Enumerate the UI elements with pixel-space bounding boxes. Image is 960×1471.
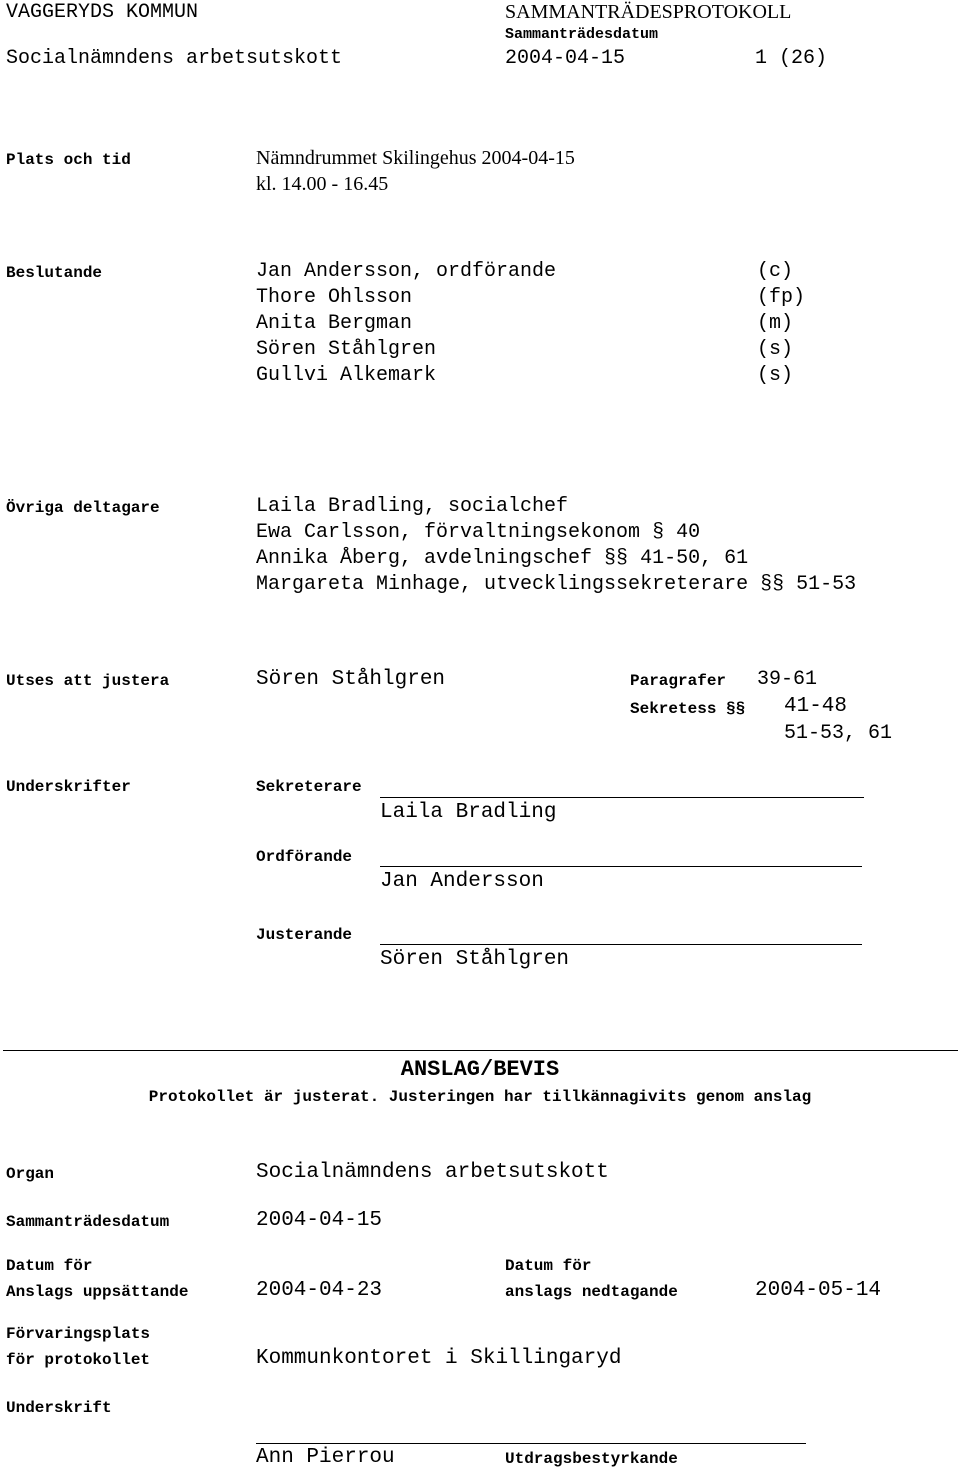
member-party: (s) (757, 338, 794, 361)
member-party: (s) (757, 364, 794, 387)
meeting-date: 2004-04-15 (505, 47, 626, 70)
participant-line: Annika Åberg, avdelningschef §§ 41-50, 61 (256, 547, 749, 570)
adjuster-sign-label: Justerande (256, 926, 353, 944)
time-line: kl. 14.00 - 16.45 (256, 173, 389, 195)
meeting-date-label: Sammanträdesdatum (505, 26, 659, 43)
chairman-name: Jan Andersson (380, 870, 544, 893)
adjuster-signature-line (380, 944, 862, 945)
storage-value: Kommunkontoret i Skillingaryd (256, 1347, 622, 1370)
removal-date-label-2: anslags nedtagande (505, 1283, 678, 1301)
section-divider (3, 1050, 958, 1051)
meeting-date-label-2: Sammanträdesdatum (6, 1213, 170, 1231)
secretary-name: Laila Bradling (380, 801, 557, 824)
chairman-signature-line (380, 866, 862, 867)
confidential-value-2: 51-53, 61 (784, 722, 893, 745)
committee-name: Socialnämndens arbetsutskott (6, 47, 343, 70)
storage-label-1: Förvaringsplats (6, 1325, 151, 1343)
confidential-label: Sekretess §§ (630, 700, 746, 718)
adjuster-sign-name: Sören Ståhlgren (380, 948, 570, 971)
member-party: (m) (757, 312, 794, 335)
organ-value: Socialnämndens arbetsutskott (256, 1161, 609, 1184)
storage-label-2: för protokollet (6, 1351, 151, 1369)
posting-date-label-1: Datum för (6, 1257, 93, 1275)
removal-date-label-1: Datum för (505, 1257, 592, 1275)
confidential-value: 41-48 (784, 695, 848, 718)
paragraphs-label: Paragrafer (630, 672, 727, 690)
chairman-label: Ordförande (256, 848, 353, 866)
document-type: SAMMANTRÄDESPROTOKOLL (505, 1, 792, 23)
signatory-name: Ann Pierrou (256, 1446, 395, 1469)
participant-line: Ewa Carlsson, förvaltningsekonom § 40 (256, 521, 701, 544)
notice-subtitle: Protokollet är justerat. Justeringen har tillkännagivits genom anslag (148, 1088, 812, 1106)
page-number: 1 (26) (755, 47, 828, 70)
certification-label: Utdragsbestyrkande (505, 1450, 678, 1468)
posting-date-value: 2004-04-23 (256, 1279, 383, 1302)
secretary-signature-line (380, 797, 864, 798)
member-name: Gullvi Alkemark (256, 364, 437, 387)
adjuster-label: Utses att justera (6, 672, 170, 690)
member-party: (fp) (757, 286, 806, 309)
decision-makers-label: Beslutande (6, 264, 103, 282)
signatures-label: Underskrifter (6, 778, 131, 796)
adjuster-name: Sören Ståhlgren (256, 668, 446, 691)
member-party: (c) (757, 260, 794, 283)
place-line: Nämndrummet Skilingehus 2004-04-15 (256, 147, 575, 169)
member-name: Anita Bergman (256, 312, 413, 335)
participant-line: Margareta Minhage, utvecklingssekreterare §§ 51-53 (256, 573, 857, 596)
member-name: Thore Ohlsson (256, 286, 413, 309)
other-participants-label: Övriga deltagare (6, 499, 160, 517)
signature-line (256, 1443, 806, 1444)
paragraphs-value: 39-61 (757, 668, 818, 691)
secretary-label: Sekreterare (256, 778, 362, 796)
posting-date-label-2: Anslags uppsättande (6, 1283, 189, 1301)
member-name: Sören Ståhlgren (256, 338, 437, 361)
removal-date-value: 2004-05-14 (755, 1279, 882, 1302)
signature-label: Underskrift (6, 1399, 112, 1417)
organ-label: Organ (6, 1165, 55, 1183)
participant-line: Laila Bradling, socialchef (256, 495, 569, 518)
meeting-date-value-2: 2004-04-15 (256, 1209, 383, 1232)
municipality-name: VAGGERYDS KOMMUN (6, 1, 199, 24)
place-time-label: Plats och tid (6, 151, 131, 169)
notice-title: ANSLAG/BEVIS (400, 1057, 560, 1082)
member-name: Jan Andersson, ordförande (256, 260, 557, 283)
